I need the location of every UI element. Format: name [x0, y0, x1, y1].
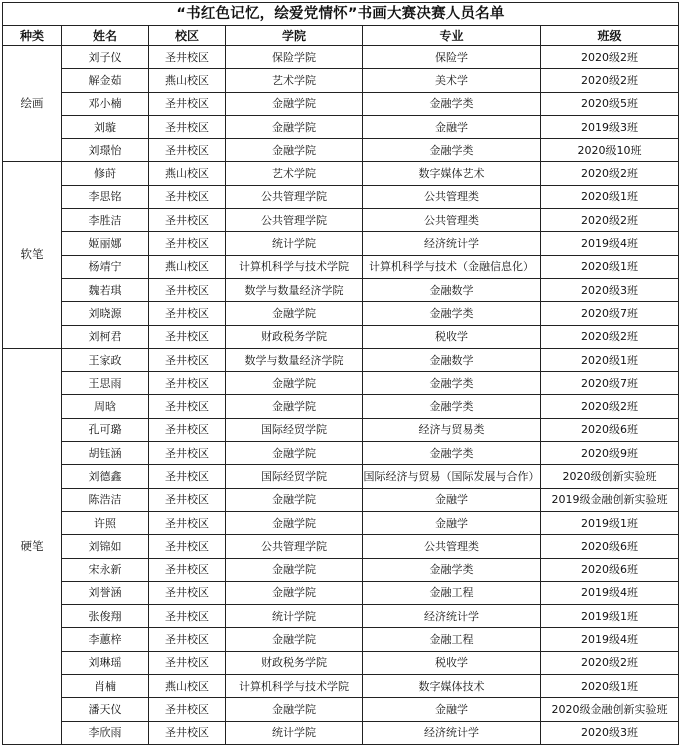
table-row — [3, 675, 679, 698]
name-cell: 刘子仪 — [62, 46, 149, 69]
campus-cell: 圣井校区 — [149, 325, 226, 348]
college-cell: 统计学院 — [226, 605, 363, 628]
major-cell: 国际经济与贸易（国际发展与合作） — [363, 465, 541, 488]
major-cell: 金融学 — [363, 488, 541, 511]
table-row — [3, 325, 679, 348]
major-cell: 数字媒体技术 — [363, 675, 541, 698]
table-row — [3, 488, 679, 511]
name-cell: 刘誉涵 — [62, 581, 149, 604]
class-cell: 2020级5班 — [541, 92, 679, 115]
table-row — [3, 348, 679, 371]
campus-cell: 圣井校区 — [149, 558, 226, 581]
campus-cell: 圣井校区 — [149, 348, 226, 371]
name-cell: 王家政 — [62, 348, 149, 371]
major-cell: 金融学 — [363, 115, 541, 138]
major-cell: 公共管理类 — [363, 209, 541, 232]
class-cell: 2020级10班 — [541, 139, 679, 162]
table-row — [3, 721, 679, 744]
name-cell: 杨靖宁 — [62, 255, 149, 278]
table-row — [3, 628, 679, 651]
college-cell: 金融学院 — [226, 581, 363, 604]
major-cell: 金融学类 — [363, 442, 541, 465]
campus-cell: 圣井校区 — [149, 581, 226, 604]
class-cell: 2020级2班 — [541, 209, 679, 232]
name-cell: 李胜洁 — [62, 209, 149, 232]
column-header-category: 种类 — [3, 26, 62, 46]
class-cell: 2020级2班 — [541, 395, 679, 418]
college-cell: 统计学院 — [226, 232, 363, 255]
college-cell: 统计学院 — [226, 721, 363, 744]
class-cell: 2020级6班 — [541, 558, 679, 581]
major-cell: 金融学类 — [363, 372, 541, 395]
name-cell: 张俊翔 — [62, 605, 149, 628]
category-cell: 硬笔 — [3, 348, 62, 744]
class-cell: 2019级3班 — [541, 115, 679, 138]
table-row — [3, 605, 679, 628]
college-cell: 金融学院 — [226, 92, 363, 115]
college-cell: 保险学院 — [226, 46, 363, 69]
table-row — [3, 651, 679, 674]
class-cell: 2020级6班 — [541, 418, 679, 441]
campus-cell: 圣井校区 — [149, 442, 226, 465]
class-cell: 2020级1班 — [541, 255, 679, 278]
name-cell: 刘锦如 — [62, 535, 149, 558]
column-header-major: 专业 — [363, 26, 541, 46]
class-cell: 2020级2班 — [541, 69, 679, 92]
column-header-class: 班级 — [541, 26, 679, 46]
class-cell: 2019级1班 — [541, 605, 679, 628]
campus-cell: 圣井校区 — [149, 605, 226, 628]
table-row — [3, 46, 679, 69]
name-cell: 解金茹 — [62, 69, 149, 92]
header-row — [3, 26, 679, 46]
class-cell: 2020级1班 — [541, 348, 679, 371]
college-cell: 国际经贸学院 — [226, 418, 363, 441]
name-cell: 宋永新 — [62, 558, 149, 581]
class-cell: 2020级2班 — [541, 162, 679, 185]
class-cell: 2019级4班 — [541, 628, 679, 651]
name-cell: 许照 — [62, 511, 149, 534]
campus-cell: 圣井校区 — [149, 185, 226, 208]
campus-cell: 圣井校区 — [149, 628, 226, 651]
name-cell: 刘璟怡 — [62, 139, 149, 162]
class-cell: 2020级1班 — [541, 185, 679, 208]
major-cell: 金融学类 — [363, 302, 541, 325]
college-cell: 金融学院 — [226, 372, 363, 395]
name-cell: 刘柯君 — [62, 325, 149, 348]
class-cell: 2020级6班 — [541, 535, 679, 558]
table-row — [3, 302, 679, 325]
name-cell: 孔可璐 — [62, 418, 149, 441]
name-cell: 刘晓源 — [62, 302, 149, 325]
class-cell: 2020级2班 — [541, 651, 679, 674]
college-cell: 计算机科学与技术学院 — [226, 255, 363, 278]
major-cell: 经济统计学 — [363, 232, 541, 255]
class-cell: 2020级7班 — [541, 302, 679, 325]
major-cell: 税收学 — [363, 651, 541, 674]
campus-cell: 圣井校区 — [149, 209, 226, 232]
campus-cell: 圣井校区 — [149, 511, 226, 534]
name-cell: 潘天仪 — [62, 698, 149, 721]
major-cell: 计算机科学与技术（金融信息化） — [363, 255, 541, 278]
table-row — [3, 185, 679, 208]
table-row — [3, 558, 679, 581]
column-header-name: 姓名 — [62, 26, 149, 46]
table-row — [3, 69, 679, 92]
major-cell: 数字媒体艺术 — [363, 162, 541, 185]
name-cell: 姬丽娜 — [62, 232, 149, 255]
table-row — [3, 418, 679, 441]
name-cell: 修莳 — [62, 162, 149, 185]
class-cell: 2020级7班 — [541, 372, 679, 395]
college-cell: 计算机科学与技术学院 — [226, 675, 363, 698]
campus-cell: 圣井校区 — [149, 488, 226, 511]
campus-cell: 圣井校区 — [149, 46, 226, 69]
campus-cell: 圣井校区 — [149, 139, 226, 162]
major-cell: 经济统计学 — [363, 721, 541, 744]
college-cell: 公共管理学院 — [226, 209, 363, 232]
campus-cell: 圣井校区 — [149, 465, 226, 488]
campus-cell: 圣井校区 — [149, 115, 226, 138]
column-header-college: 学院 — [226, 26, 363, 46]
table-row — [3, 115, 679, 138]
college-cell: 数学与数量经济学院 — [226, 348, 363, 371]
college-cell: 金融学院 — [226, 558, 363, 581]
name-cell: 刘琳瑶 — [62, 651, 149, 674]
name-cell: 邓小楠 — [62, 92, 149, 115]
name-cell: 李蕙梓 — [62, 628, 149, 651]
name-cell: 李思铭 — [62, 185, 149, 208]
table-row — [3, 232, 679, 255]
category-cell: 软笔 — [3, 162, 62, 348]
major-cell: 金融学类 — [363, 558, 541, 581]
college-cell: 金融学院 — [226, 442, 363, 465]
major-cell: 金融学 — [363, 698, 541, 721]
name-cell: 肖楠 — [62, 675, 149, 698]
name-cell: 胡钰涵 — [62, 442, 149, 465]
class-cell: 2019级4班 — [541, 581, 679, 604]
class-cell: 2020级3班 — [541, 278, 679, 301]
table-row — [3, 395, 679, 418]
major-cell: 金融数学 — [363, 348, 541, 371]
campus-cell: 圣井校区 — [149, 278, 226, 301]
class-cell: 2020级2班 — [541, 46, 679, 69]
table-row — [3, 581, 679, 604]
college-cell: 公共管理学院 — [226, 535, 363, 558]
class-cell: 2019级4班 — [541, 232, 679, 255]
college-cell: 金融学院 — [226, 628, 363, 651]
campus-cell: 燕山校区 — [149, 255, 226, 278]
college-cell: 金融学院 — [226, 302, 363, 325]
table-row — [3, 209, 679, 232]
table-row — [3, 255, 679, 278]
major-cell: 保险学 — [363, 46, 541, 69]
campus-cell: 燕山校区 — [149, 162, 226, 185]
campus-cell: 圣井校区 — [149, 302, 226, 325]
college-cell: 金融学院 — [226, 511, 363, 534]
major-cell: 金融学 — [363, 511, 541, 534]
college-cell: 公共管理学院 — [226, 185, 363, 208]
class-cell: 2020级3班 — [541, 721, 679, 744]
major-cell: 金融工程 — [363, 581, 541, 604]
college-cell: 财政税务学院 — [226, 651, 363, 674]
campus-cell: 圣井校区 — [149, 698, 226, 721]
campus-cell: 圣井校区 — [149, 721, 226, 744]
college-cell: 数学与数量经济学院 — [226, 278, 363, 301]
campus-cell: 圣井校区 — [149, 418, 226, 441]
campus-cell: 圣井校区 — [149, 535, 226, 558]
college-cell: 金融学院 — [226, 698, 363, 721]
name-cell: 陈浩洁 — [62, 488, 149, 511]
name-cell: 李欣雨 — [62, 721, 149, 744]
college-cell: 金融学院 — [226, 139, 363, 162]
major-cell: 公共管理类 — [363, 185, 541, 208]
roster-sheet — [2, 2, 678, 745]
name-cell: 周晗 — [62, 395, 149, 418]
major-cell: 经济与贸易类 — [363, 418, 541, 441]
college-cell: 金融学院 — [226, 115, 363, 138]
table-row — [3, 442, 679, 465]
name-cell: 魏若琪 — [62, 278, 149, 301]
campus-cell: 圣井校区 — [149, 395, 226, 418]
college-cell: 金融学院 — [226, 488, 363, 511]
class-cell: 2019级金融创新实验班 — [541, 488, 679, 511]
campus-cell: 圣井校区 — [149, 232, 226, 255]
column-header-campus: 校区 — [149, 26, 226, 46]
major-cell: 经济统计学 — [363, 605, 541, 628]
name-cell: 王思雨 — [62, 372, 149, 395]
campus-cell: 圣井校区 — [149, 92, 226, 115]
college-cell: 艺术学院 — [226, 69, 363, 92]
table-row — [3, 139, 679, 162]
sheet-title: “书红色记忆，绘爱党情怀”书画大赛决赛人员名单 — [3, 3, 679, 26]
class-cell: 2020级创新实验班 — [541, 465, 679, 488]
class-cell: 2019级1班 — [541, 511, 679, 534]
table-row — [3, 278, 679, 301]
campus-cell: 燕山校区 — [149, 675, 226, 698]
name-cell: 刘德鑫 — [62, 465, 149, 488]
major-cell: 金融学类 — [363, 92, 541, 115]
table-row — [3, 162, 679, 185]
major-cell: 金融工程 — [363, 628, 541, 651]
class-cell: 2020级9班 — [541, 442, 679, 465]
major-cell: 金融学类 — [363, 139, 541, 162]
college-cell: 金融学院 — [226, 395, 363, 418]
college-cell: 财政税务学院 — [226, 325, 363, 348]
major-cell: 税收学 — [363, 325, 541, 348]
table-row — [3, 698, 679, 721]
major-cell: 金融学类 — [363, 395, 541, 418]
table-row — [3, 465, 679, 488]
major-cell: 美术学 — [363, 69, 541, 92]
major-cell: 金融数学 — [363, 278, 541, 301]
major-cell: 公共管理类 — [363, 535, 541, 558]
class-cell: 2020级1班 — [541, 675, 679, 698]
name-cell: 刘璇 — [62, 115, 149, 138]
table-row — [3, 511, 679, 534]
table-row — [3, 372, 679, 395]
campus-cell: 燕山校区 — [149, 69, 226, 92]
table-row — [3, 535, 679, 558]
table-row — [3, 92, 679, 115]
campus-cell: 圣井校区 — [149, 651, 226, 674]
roster-table — [2, 2, 679, 745]
college-cell: 国际经贸学院 — [226, 465, 363, 488]
class-cell: 2020级金融创新实验班 — [541, 698, 679, 721]
campus-cell: 圣井校区 — [149, 372, 226, 395]
category-cell: 绘画 — [3, 46, 62, 162]
class-cell: 2020级2班 — [541, 325, 679, 348]
college-cell: 艺术学院 — [226, 162, 363, 185]
roster-body — [3, 46, 679, 745]
